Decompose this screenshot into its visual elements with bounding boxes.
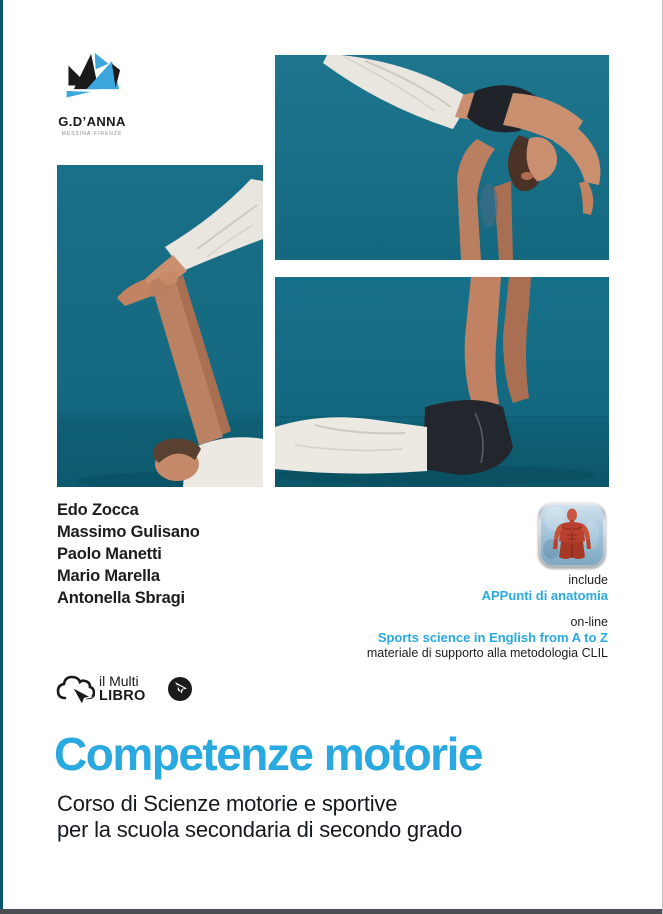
cloud-download-icon: [55, 673, 95, 707]
publisher-name: G.D’ANNA: [58, 114, 126, 129]
subtitle-line: per la scuola secondaria di secondo grado: [57, 816, 463, 842]
left-edge-stripe: [0, 0, 3, 914]
subtitle-line: Corso di Scienze motorie e sportive: [57, 791, 398, 816]
promo-block: [367, 573, 608, 661]
online-label: on-line: [570, 615, 608, 629]
publisher-tagline: MESSINA·FIRENZE: [61, 131, 123, 137]
disc-icon: [167, 676, 193, 702]
author-list: [57, 499, 200, 609]
danna-sailboat-logo-icon: [62, 52, 122, 110]
cover-photo-bottom-right-panel: [275, 277, 609, 487]
include-label: include: [568, 573, 608, 587]
author-name: Mario Marella: [57, 567, 160, 585]
cover-photo-left-panel: [57, 165, 263, 487]
publisher-logo: [53, 52, 131, 137]
app-name: APPunti di anatomia: [481, 588, 608, 603]
author-name: Massimo Gulisano: [57, 523, 200, 541]
online-resource-description: materiale di supporto alla metodologia CLIL: [366, 646, 608, 660]
cover-photo-top-right-panel: [275, 55, 609, 260]
author-name: Antonella Sbragi: [57, 589, 185, 607]
author-name: Edo Zocca: [57, 501, 139, 519]
book-title: Competenze motorie: [54, 728, 482, 780]
multilibro-wordmark: il Multi LIBRO: [99, 673, 146, 704]
online-resource-name: Sports science in English from A to Z: [377, 630, 608, 645]
book-subtitle: [57, 791, 462, 842]
bottom-edge-bar: [0, 909, 662, 914]
author-name: Paolo Manetti: [57, 545, 162, 563]
anatomy-app-icon: [538, 502, 606, 568]
